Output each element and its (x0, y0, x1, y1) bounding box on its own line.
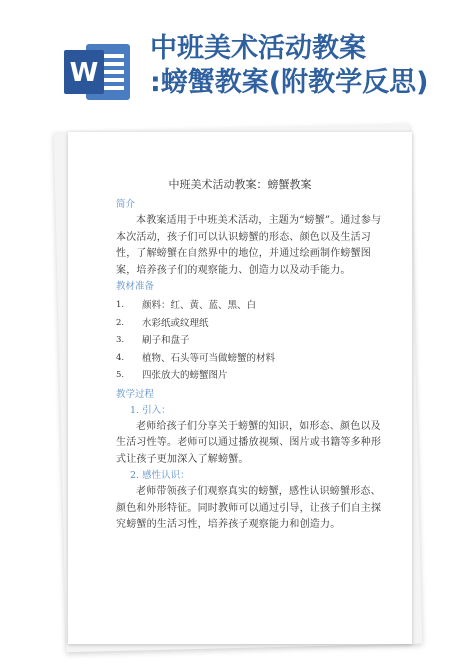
list-item (116, 350, 384, 368)
intro-paragraph: 本教案适用于中班美术活动，主题为“螃蟹”。通过参与本次活动，孩子们可以认识螃蟹的形态、颜色以及生活习性，了解螃蟹在自然界中的地位，并通过绘画制作螃蟹图案，培养孩子们的观察能力、创造力以及动手能力。 (116, 215, 382, 276)
list-item (116, 297, 384, 315)
list-item (116, 332, 384, 350)
list-item-number: 4. (116, 352, 125, 363)
list-item-number: 2. (116, 317, 125, 328)
title-line-1: 中班美术活动教案 (150, 33, 366, 64)
document-title: 中班美术活动教案：螃蟹教案 (168, 178, 312, 191)
list-item (116, 367, 384, 385)
step-1-heading: 1. 引入： (130, 404, 171, 416)
list-item-text: 植物、石头等可当做螃蟹的材料 (142, 352, 276, 364)
list-item-number: 3. (116, 335, 125, 345)
materials-list (116, 297, 384, 385)
materials-heading: 教材准备 (116, 281, 155, 292)
step-2-heading: 2. 感性认识： (130, 470, 190, 481)
document-page (68, 132, 412, 644)
list-item-text: 水彩纸或纹理纸 (142, 317, 209, 329)
step-1-paragraph: 老师给孩子们分享关于螃蟹的知识，如形态、颜色以及生活习性等。老师可以通过播放视频、图片或书籍等多种形式让孩子更加深入了解螃蟹。 (116, 420, 382, 465)
list-item-text: 四张放大的螃蟹图片 (142, 370, 228, 381)
list-item-text: 刷子和盘子 (142, 335, 190, 346)
svg-text:W: W (69, 58, 99, 88)
list-item-number: 1. (116, 300, 125, 310)
list-item-text: 颜料：红、黄、蓝、黑、白 (142, 300, 257, 311)
title-line-2: :螃蟹教案(附教学反思) (150, 67, 429, 98)
list-item-number: 5. (116, 370, 125, 380)
intro-heading: 简介 (116, 199, 136, 210)
list-item (116, 315, 384, 333)
word-icon (64, 40, 132, 104)
step-2-paragraph: 老师带领孩子们观察真实的螃蟹，感性认识螃蟹形态、颜色和外形特征。同时教师可以通过引导，让孩子们自主探究螃蟹的生活习性，培养孩子观察能力和创造力。 (116, 486, 382, 530)
process-heading: 教学过程 (116, 388, 155, 400)
page-title (150, 32, 470, 100)
